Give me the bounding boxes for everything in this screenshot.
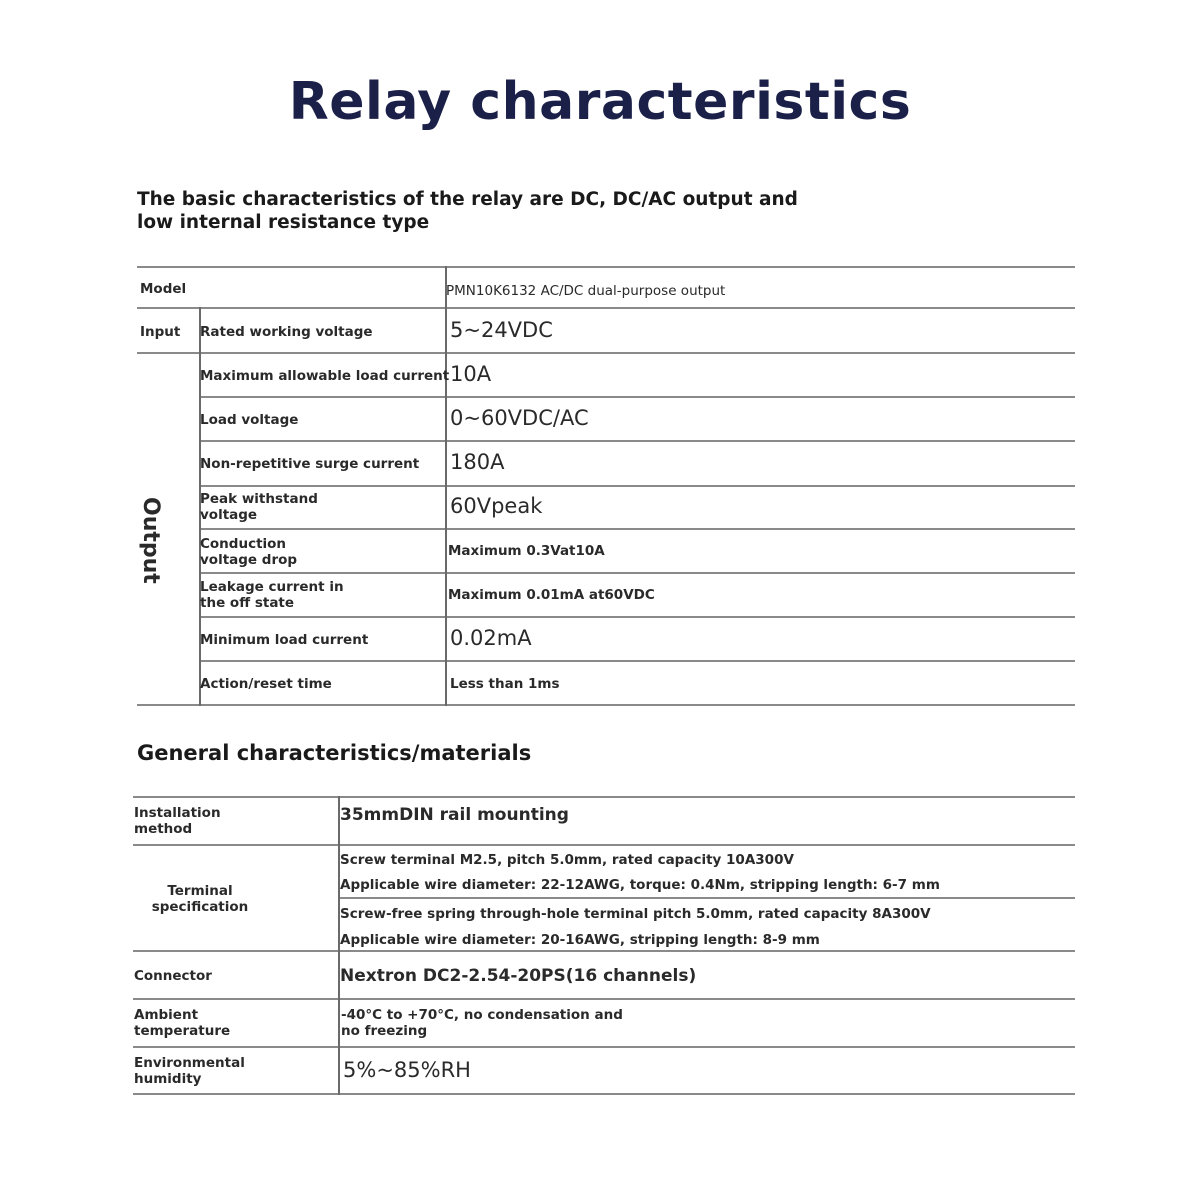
row-value: 60Vpeak: [450, 494, 543, 518]
terminal-line: Applicable wire diameter: 22-12AWG, torque: 0.4Nm, stripping length: 6-7 mm: [340, 877, 940, 893]
humidity-value: 5%~85%RH: [343, 1058, 471, 1082]
row-label: Load voltage: [200, 412, 299, 428]
row-label: Non-repetitive surge current: [200, 456, 420, 472]
row-label: Conduction voltage drop: [200, 536, 298, 568]
humidity-label: Environmental humidity: [134, 1055, 245, 1087]
row-value: 5~24VDC: [450, 318, 553, 342]
row-value: Maximum 0.3Vat10A: [448, 543, 605, 559]
output-label: Output: [138, 497, 163, 584]
terminal-line: Screw terminal M2.5, pitch 5.0mm, rated capacity 10A300V: [340, 852, 794, 868]
row-value: 10A: [450, 362, 492, 386]
ambient-value: -40°C to +70°C, no condensation and no freezing: [341, 1007, 623, 1039]
connector-label: Connector: [134, 968, 212, 984]
row-label: Leakage current in the off state: [200, 579, 344, 611]
installation-label: Installation method: [134, 805, 221, 837]
row-value: 0.02mA: [450, 626, 532, 650]
row-label: Maximum allowable load current: [200, 368, 450, 384]
model-label: Model: [140, 281, 187, 297]
row-value: 180A: [450, 450, 505, 474]
intro-text: The basic characteristics of the relay are DC, DC/AC output and low internal resistance type: [137, 189, 798, 233]
ambient-label: Ambient temperature: [134, 1007, 231, 1039]
row-label: Rated working voltage: [200, 324, 373, 340]
model-value: PMN10K6132 AC/DC dual-purpose output: [446, 283, 726, 299]
input-label: Input: [140, 324, 181, 340]
connector-value: Nextron DC2-2.54-20PS(16 channels): [340, 966, 697, 986]
row-label: Action/reset time: [200, 676, 332, 692]
installation-value: 35mmDIN rail mounting: [340, 805, 569, 825]
row-label: Minimum load current: [200, 632, 369, 648]
page-title: Relay characteristics: [288, 72, 912, 132]
row-label: Peak withstand voltage: [200, 491, 318, 523]
row-value: 0~60VDC/AC: [450, 406, 589, 430]
terminal-label: Terminal specification: [151, 883, 249, 915]
terminal-line: Applicable wire diameter: 20-16AWG, stripping length: 8-9 mm: [340, 932, 820, 948]
section-title: General characteristics/materials: [137, 741, 532, 765]
terminal-line: Screw-free spring through-hole terminal pitch 5.0mm, rated capacity 8A300V: [340, 906, 931, 922]
row-value: Less than 1ms: [450, 676, 560, 692]
row-value: Maximum 0.01mA at60VDC: [448, 587, 655, 603]
